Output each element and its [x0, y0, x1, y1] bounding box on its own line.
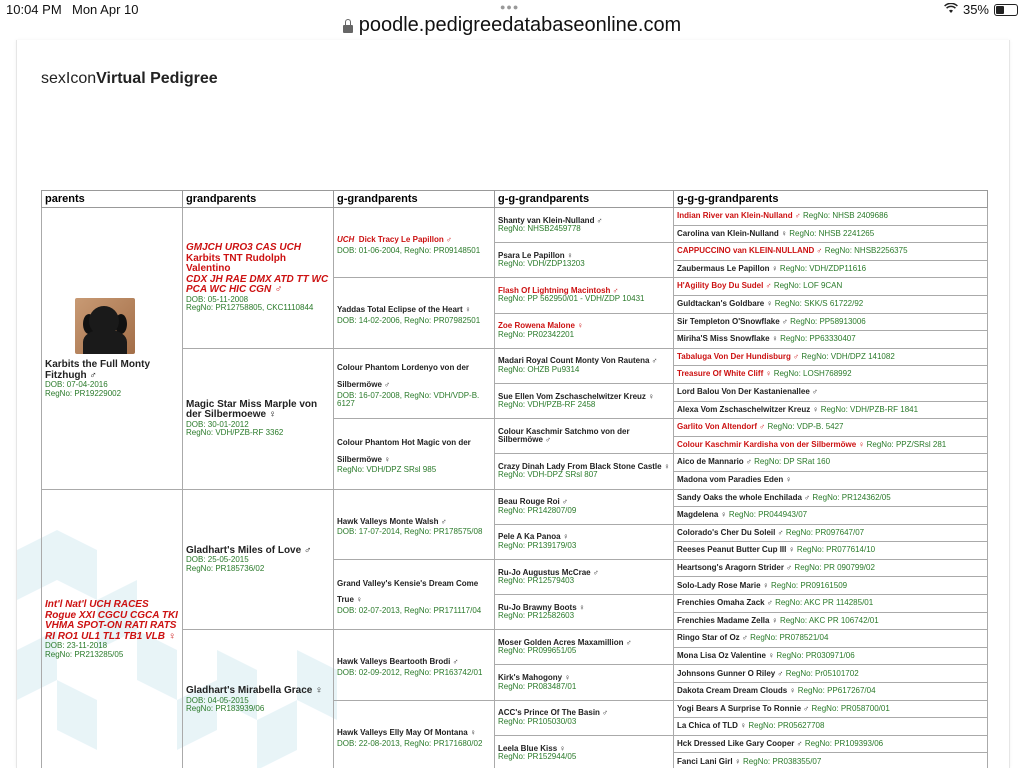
battery-percent: 35%	[962, 2, 989, 17]
dog-name-link[interactable]: Gladhart's Miles of Love ♂	[186, 544, 312, 556]
dog-titles: UCH	[337, 235, 355, 245]
gggrandparent-cell	[495, 735, 674, 768]
pedigree-row	[42, 630, 988, 648]
dog-regno: RegNo: VDH/PZB-RF 1841	[820, 404, 919, 414]
dog-name-link[interactable]: La Chica of TLD ♀	[677, 721, 747, 731]
dog-name-link[interactable]: Moser Golden Acres Maxamillion ♂	[498, 637, 632, 647]
dog-name-link[interactable]: Yogi Bears A Surprise To Ronnie ♂	[677, 703, 810, 713]
dog-regno: RegNo: NHSB2256375	[824, 246, 908, 256]
ggggrandparent-cell	[674, 577, 988, 595]
ggggrandparent-cell	[674, 331, 988, 349]
dog-titles: GMJCH URO3 CAS UCH	[186, 242, 302, 254]
ggggrandparent-cell	[674, 683, 988, 701]
dog-name-link[interactable]: Psara Le Papillon ♀	[498, 250, 573, 260]
page-content	[16, 40, 1010, 768]
grandparent-cell	[183, 348, 334, 489]
dog-name-link[interactable]: Hawk Valleys Elly May Of Montana ♀	[337, 727, 476, 737]
dog-name-link[interactable]: Guldtackan's Goldbare ♀	[677, 299, 773, 309]
dog-name-link[interactable]: Rogue XXI CGCU CGCA TKI VHMA SPOT-ON RATI RATS RI RO1 UL1 TL1 TB1 VLB ♀	[45, 609, 178, 642]
address-bar[interactable]	[0, 14, 1024, 40]
dog-name-link[interactable]: Pele A Ka Panoa ♀	[498, 532, 569, 542]
dog-name-link[interactable]: Ru-Jo Augustus McCrae ♂	[498, 567, 599, 577]
ggrandparent-cell	[334, 348, 495, 418]
pedigree-row	[42, 348, 988, 366]
dog-name-link[interactable]: Ringo Star of Oz ♂	[677, 633, 748, 643]
dog-regno: RegNo: PR044943/07	[728, 510, 808, 520]
pedigree-row	[42, 208, 988, 226]
dog-regno: RegNo: PR099651/05	[498, 646, 577, 656]
ggggrandparent-cell	[674, 559, 988, 577]
ggggrandparent-cell	[674, 260, 988, 278]
dog-name-link[interactable]: Garlito Von Altendorf ♂	[677, 422, 766, 432]
dog-regno: RegNo: AKC PR 114285/01	[775, 598, 874, 608]
dog-regno: RegNo: VDH/PZB-RF 2458	[498, 400, 596, 410]
dog-name-link[interactable]: Aico de Mannario ♂	[677, 457, 752, 467]
ggggrandparent-cell	[674, 243, 988, 261]
dog-regno: RegNo: PP 562950/01 - VDH/ZDP 10431	[498, 294, 645, 304]
dog-regno: RegNo: PR142807/09	[498, 505, 577, 515]
parent-cell	[42, 489, 183, 768]
title-prefix: sexIcon	[41, 70, 97, 87]
dog-name-link[interactable]: Carolina van Klein-Nulland ♀	[677, 228, 788, 238]
dog-name-link[interactable]: Zoe Rowena Malone ♀	[498, 321, 584, 331]
multitask-dots-icon[interactable]: ●●●	[500, 2, 520, 12]
dog-regno: RegNo: PR213285/05	[45, 649, 124, 659]
dog-name-link[interactable]: Colour Kaschmir Satchmo von der Silbermöwe ♂	[498, 426, 630, 445]
dog-dob: DOB: 05-11-2008	[186, 294, 249, 304]
dog-regno: RegNo: PR183939/06	[186, 704, 265, 714]
dog-name-link[interactable]: Lord Balou Von Der Kastanienallee ♂	[677, 387, 818, 397]
dog-name-link[interactable]: Karbits TNT Rudolph Valentino	[186, 252, 286, 275]
ggggrandparent-cell	[674, 735, 988, 753]
dog-name-link[interactable]: Yaddas Total Eclipse of the Heart ♀	[337, 305, 471, 315]
dog-regno: RegNo: Pr05101702	[785, 668, 859, 678]
header-row	[42, 191, 988, 208]
ggrandparent-cell	[334, 489, 495, 559]
dog-name-link[interactable]: Colour Phantom Hot Magic von der Silbermöwe ♀	[337, 437, 471, 464]
dog-regno: RegNo: PR109393/06	[804, 738, 884, 748]
dog-name-link[interactable]: Colorado's Cher Du Soleil ♂	[677, 527, 784, 537]
dog-title-suffix: CDX JH RAE DMX ATD TT WC PCA WC HIC CGN ♂	[186, 273, 329, 296]
dog-name-link[interactable]: Hck Dressed Like Gary Cooper ♂	[677, 738, 803, 748]
pedigree-table	[41, 190, 988, 768]
ggrandparent-cell	[334, 278, 495, 348]
dog-regno: RegNo: PR078521/04	[750, 633, 829, 643]
dog-regno: RegNo: NHSB2459778	[498, 224, 581, 234]
ggrandparent-cell	[334, 419, 495, 489]
dog-regno: RegNo: NHSB 2241265	[789, 228, 875, 238]
dog-name-link[interactable]: Reeses Peanut Butter Cup III ♀	[677, 545, 795, 555]
dog-name-link[interactable]: Solo-Lady Rose Marie ♀	[677, 580, 769, 590]
dog-name-link[interactable]: Flash Of Lightning Macintosh ♂	[498, 286, 619, 296]
ggggrandparent-cell	[674, 383, 988, 401]
parent-cell	[42, 208, 183, 490]
ggggrandparent-cell	[674, 507, 988, 525]
ggggrandparent-cell	[674, 753, 988, 768]
ggggrandparent-cell	[674, 295, 988, 313]
dog-dob: DOB: 07-04-2016	[45, 380, 108, 390]
lock-icon	[343, 25, 353, 33]
dog-regno: RegNo: PR05627708	[748, 721, 825, 731]
dog-name-link[interactable]: ACC's Prince Of The Basin ♂	[498, 708, 609, 718]
dog-name-link[interactable]: Hawk Valleys Beartooth Brodi ♂	[337, 657, 459, 667]
ggggrandparent-cell	[674, 489, 988, 507]
ggrandparent-cell	[334, 700, 495, 768]
dog-name-link[interactable]: Treasure Of White Cliff ♀	[677, 369, 772, 379]
status-date: Mon Apr 10	[72, 2, 139, 17]
ggggrandparent-cell	[674, 419, 988, 437]
dog-regno: RegNo: PR097647/07	[785, 527, 865, 537]
dog-regno: RegNo: PR12758805, CKC1110844	[186, 303, 314, 313]
dog-name-link[interactable]: Magic Star Miss Marple von der Silbermoewe ♀	[186, 398, 318, 421]
ggggrandparent-cell	[674, 524, 988, 542]
gggrandparent-cell	[495, 595, 674, 630]
page-title	[41, 70, 218, 88]
dog-name-link[interactable]: Fanci Lani Girl ♀	[677, 756, 741, 766]
ggggrandparent-cell	[674, 225, 988, 243]
dog-regno: RegNo: PR077614/10	[796, 545, 876, 555]
dog-name-link[interactable]: Madari Royal Count Monty Von Rautena ♂	[498, 356, 658, 366]
dog-info: DOB: 14-02-2006, RegNo: PR07982501	[337, 316, 481, 326]
dog-regno: RegNo: LOSH768992	[773, 369, 852, 379]
column-header: parents	[42, 191, 183, 208]
dog-name-link[interactable]: H'Agility Boy Du Sudel ♂	[677, 281, 772, 291]
ggggrandparent-cell	[674, 700, 988, 718]
gggrandparent-cell	[495, 348, 674, 383]
dog-regno: RegNo: PR 090799/02	[794, 562, 875, 572]
gggrandparent-cell	[495, 454, 674, 489]
ggggrandparent-cell	[674, 401, 988, 419]
gggrandparent-cell	[495, 383, 674, 418]
dog-name-link[interactable]: Sandy Oaks the whole Enchilada ♂	[677, 492, 811, 502]
dog-regno: RegNo: PR083487/01	[498, 681, 577, 691]
column-header: grandparents	[183, 191, 334, 208]
dog-regno: RegNo: PR12579403	[498, 575, 575, 585]
dog-regno: RegNo: PR152944/05	[498, 751, 577, 761]
dog-name-link[interactable]: Crazy Dinah Lady From Black Stone Castle ♀	[498, 462, 670, 472]
dog-regno: RegNo: PR12582603	[498, 611, 575, 621]
gggrandparent-cell	[495, 524, 674, 559]
dog-info: DOB: 16-07-2008, RegNo: VDH/VDP-B. 6127	[337, 390, 480, 409]
ggggrandparent-cell	[674, 595, 988, 613]
ggrandparent-cell	[334, 630, 495, 700]
gggrandparent-cell	[495, 489, 674, 524]
ggggrandparent-cell	[674, 630, 988, 648]
dog-regno: RegNo: VDH/ZDP11616	[779, 263, 867, 273]
ggggrandparent-cell	[674, 718, 988, 736]
dog-titles: Int'l Nat'l UCH RACES	[45, 599, 149, 611]
dog-name-link[interactable]: Indian River van Klein-Nulland ♂	[677, 211, 801, 221]
dog-regno: RegNo: VDH/ZDP13203	[498, 259, 585, 269]
dog-dob: DOB: 25-05-2015	[186, 555, 249, 565]
dog-name-link[interactable]: Dakota Cream Dream Clouds ♀	[677, 686, 796, 696]
dog-name-link[interactable]: Colour Kaschmir Kardisha von der Silbermöwe ♀	[677, 439, 865, 449]
ggggrandparent-cell	[674, 313, 988, 331]
dog-name-link[interactable]: Shanty van Klein-Nulland ♂	[498, 215, 603, 225]
ggggrandparent-cell	[674, 208, 988, 226]
dog-regno: RegNo: PR105030/03	[498, 716, 577, 726]
dog-regno: RegNo: PR124362/05	[812, 492, 891, 502]
dog-regno: RegNo: PR185736/02	[186, 563, 265, 573]
dog-name-link[interactable]: Sir Templeton O'Snowflake ♂	[677, 316, 788, 326]
gggrandparent-cell	[495, 278, 674, 313]
dog-regno: RegNo: PR09161509	[771, 580, 848, 590]
dog-name-link[interactable]: Frenchies Omaha Zack ♂	[677, 598, 773, 608]
ggggrandparent-cell	[674, 436, 988, 454]
dog-regno: RegNo: PPZ/SRsl 281	[866, 439, 947, 449]
dog-regno: RegNo: PP63330407	[780, 334, 856, 344]
dog-name-link[interactable]: CAPPUCCINO van KLEIN-NULLAND ♂	[677, 246, 823, 256]
dog-regno: RegNo: VDP-B. 5427	[767, 422, 844, 432]
dog-name-link[interactable]: Ru-Jo Brawny Boots ♀	[498, 602, 585, 612]
gggrandparent-cell	[495, 700, 674, 735]
dog-info: DOB: 02-09-2012, RegNo: PR163742/01	[337, 668, 483, 678]
grandparent-cell	[183, 630, 334, 768]
dog-name-link[interactable]: Zaubermaus Le Papillon ♀	[677, 263, 778, 273]
ggggrandparent-cell	[674, 471, 988, 489]
ggggrandparent-cell	[674, 665, 988, 683]
dog-info: DOB: 01-06-2004, RegNo: PR09148501	[337, 245, 481, 255]
dog-name-link[interactable]: Heartsong's Aragorn Strider ♂	[677, 562, 793, 572]
ggggrandparent-cell	[674, 612, 988, 630]
dog-name-link[interactable]: Hawk Valleys Monte Walsh ♂	[337, 516, 447, 526]
dog-regno: RegNo: PR02342201	[498, 329, 575, 339]
dog-name-link[interactable]: Madona vom Paradies Eden ♀	[677, 475, 792, 484]
dog-name-link[interactable]: Sue Ellen Vom Zschaschelwitzer Kreuz ♀	[498, 391, 655, 401]
dog-regno: RegNo: VDH-DPZ SRsl 807	[498, 470, 598, 480]
dog-dob: DOB: 04-05-2015	[186, 695, 249, 705]
dog-regno: RegNo: LOF 9CAN	[773, 281, 843, 291]
column-header: g-g-g-grandparents	[674, 191, 988, 208]
gggrandparent-cell	[495, 630, 674, 665]
ggggrandparent-cell	[674, 647, 988, 665]
pedigree-row	[42, 489, 988, 507]
dog-info: DOB: 02-07-2013, RegNo: PR171117/04	[337, 606, 482, 616]
dog-info: DOB: 22-08-2013, RegNo: PR171680/02	[337, 738, 483, 748]
dog-regno: RegNo: AKC PR 106742/01	[779, 615, 879, 625]
column-header: g-g-grandparents	[495, 191, 674, 208]
gggrandparent-cell	[495, 243, 674, 278]
dog-name-link[interactable]: Karbits the Full Monty Fitzhugh ♂	[45, 359, 150, 381]
dog-regno: RegNo: PR139179/03	[498, 540, 577, 550]
dog-info: RegNo: VDH/DPZ SRsl 985	[337, 465, 437, 475]
url-text[interactable]: poodle.pedigreedatabaseonline.com	[358, 14, 682, 36]
gggrandparent-cell	[495, 313, 674, 348]
dog-regno: RegNo: PR038355/07	[743, 756, 822, 766]
dog-name-link[interactable]: Grand Valley's Kensie's Dream Come True ♀	[337, 578, 479, 605]
status-time: 10:04 PM	[6, 2, 62, 17]
dog-name-link[interactable]: Beau Rouge Roi ♂	[498, 497, 569, 507]
dog-regno: RegNo: VDH/PZB-RF 3362	[186, 428, 284, 438]
grandparent-cell	[183, 489, 334, 630]
gggrandparent-cell	[495, 419, 674, 454]
dog-regno: RegNo: OHZB Pu9314	[498, 364, 580, 374]
ggggrandparent-cell	[674, 348, 988, 366]
dog-info: DOB: 17-07-2014, RegNo: PR178575/08	[337, 527, 483, 537]
dog-dob: DOB: 23-11-2018	[45, 641, 108, 651]
title-text: Virtual Pedigree	[96, 70, 218, 87]
gggrandparent-cell	[495, 208, 674, 243]
dog-regno: RegNo: PR19229002	[45, 388, 122, 398]
dog-regno: RegNo: PP58913006	[790, 316, 866, 326]
dog-name-link[interactable]: Mona Lisa Oz Valentine ♀	[677, 650, 775, 660]
dog-name-link[interactable]: Tabaluga Von Der Hundisburg ♂	[677, 351, 800, 361]
dog-photo[interactable]	[75, 298, 135, 354]
dog-name-link[interactable]: Miriha'S Miss Snowflake ♀	[677, 334, 778, 344]
dog-name-link[interactable]: Dick Tracy Le Papillon ♂	[358, 235, 452, 245]
column-header: g-grandparents	[334, 191, 495, 208]
dog-regno: RegNo: PR030971/06	[776, 650, 855, 660]
ggggrandparent-cell	[674, 454, 988, 472]
ggggrandparent-cell	[674, 366, 988, 384]
dog-name-link[interactable]: Alexa Vom Zschaschelwitzer Kreuz ♀	[677, 404, 819, 414]
dog-regno: RegNo: DP SRat 160	[754, 457, 831, 467]
ggrandparent-cell	[334, 559, 495, 629]
dog-name-link[interactable]: Leela Blue Kiss ♀	[498, 743, 566, 753]
dog-regno: RegNo: PP617267/04	[797, 686, 876, 696]
dog-regno: RegNo: NHSB 2409686	[803, 211, 888, 221]
dog-name-link[interactable]: Gladhart's Mirabella Grace ♀	[186, 685, 323, 697]
dog-name-link[interactable]: Frenchies Madame Zella ♀	[677, 615, 778, 625]
dog-dob: DOB: 30-01-2012	[186, 419, 249, 429]
dog-name-link[interactable]: Colour Phantom Lordenyo von der Silbermöwe ♂	[337, 363, 470, 390]
ggggrandparent-cell	[674, 542, 988, 560]
dog-name-link[interactable]: Kirk's Mahogony ♀	[498, 673, 571, 683]
ggggrandparent-cell	[674, 278, 988, 296]
grandparent-cell	[183, 208, 334, 349]
ggrandparent-cell	[334, 208, 495, 278]
dog-name-link[interactable]: Magdelena ♀	[677, 510, 727, 520]
dog-name-link[interactable]: Johnsons Gunner O Riley ♂	[677, 668, 784, 678]
dog-regno: RegNo: PR058700/01	[811, 703, 890, 713]
gggrandparent-cell	[495, 559, 674, 594]
dog-regno: RegNo: VDH/DPZ 141082	[801, 351, 895, 361]
gggrandparent-cell	[495, 665, 674, 700]
dog-regno: RegNo: SKK/S 61722/92	[774, 299, 864, 309]
